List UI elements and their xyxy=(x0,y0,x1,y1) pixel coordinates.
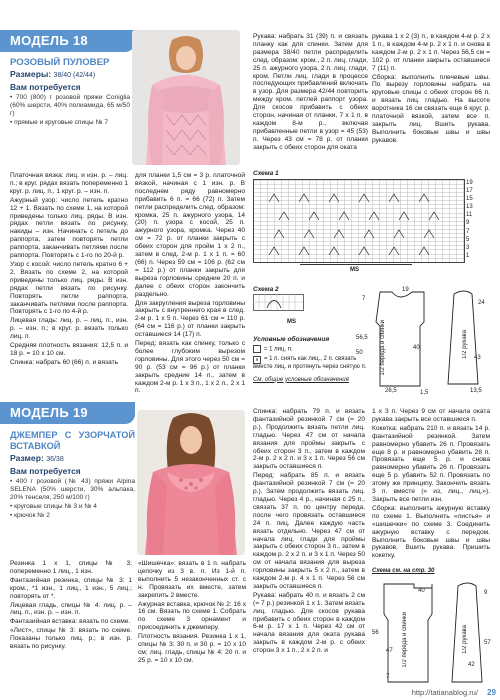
ms-bracket xyxy=(300,264,412,265)
pattern-label-front: 1/2 переда и спинки xyxy=(380,320,386,376)
dim-57: 57 xyxy=(484,640,491,646)
pattern-label-sleeve: 1/2 рукава xyxy=(462,330,468,359)
size-value: 36/38 xyxy=(46,456,64,463)
model-18-col4 xyxy=(372,33,490,168)
assembly-text: Сборка: выполнить ажурную вставку по схеме 1. Выполнить «листья» и «шишечки» по схеме 3. Соединить ажурную вставку с передом. Выполнить боковые швы и швы рукавов. Вшить рукава. Пришить кокетку. xyxy=(372,504,490,560)
site-watermark: http://tatianablog.ru/ xyxy=(411,688,478,697)
sleeves-text: Рукава: набрать 31 (39) п. и связать планку как для спинки. Затем для размера 38/40 петли распределить след. образом: кром., 2 п. лиц. глади, 25 п. ажурного узора, 2 п. лиц. глади, кром. Петли лиц. глади в процессе последующих прибавлений включать в узор. Для размера 42/44 повторить между кром. петлей раппорт узора. Для скосов прибавить с обеих сторон, начиная от планки, 7 х 1 п. в каждом 8-м р., включая прибавленные петли в узор = 45 (53) п. Через 43 см = 78 р. от планки закрыть с обеих сторон для оката xyxy=(253,33,368,151)
m19-pattern-label-sleeve: 1/2 рукава xyxy=(462,625,468,654)
model-19-photo xyxy=(137,410,245,555)
dim-7: 7 xyxy=(386,674,390,680)
dim-9: 9 xyxy=(484,590,488,596)
dim-56-5: 56,5 xyxy=(356,335,368,341)
model-18-col3 xyxy=(253,33,368,168)
decrease-stitch-icon: ∧ xyxy=(253,356,261,364)
leaf-pattern: «Лист», спицы № 3: вязать по схеме. Показаны только лиц. р.; в изн. р. вязать по рисунку. xyxy=(10,627,132,651)
dim-19: 19 xyxy=(402,287,409,293)
model-19-col3 xyxy=(253,408,365,695)
model-19-needs-list xyxy=(10,478,135,520)
legend-note: См. общие условные обозначения xyxy=(253,376,349,383)
model-19-col2 xyxy=(138,560,246,695)
yoke-text: Кокетка: набрать 210 п. и вязать 14 р. фантазийной резинкой. Затем равномерно убавить 26 п. Провязать еще 8 р. и равномерно убавить 28 п. Провязать еще 5 р. и снова равномерно убавить 26 п. Провязать еще 5 р. убавить 52 п. Провязать по этому же принципу. Закончить вязать 3 п. вместе (« из, лиц., лиц.»). Закрыть все петли изн. xyxy=(372,424,490,503)
model-18-header: МОДЕЛЬ 18 xyxy=(0,30,135,52)
schema-2-grid xyxy=(253,294,313,318)
fancy-ribbing: Фантазийная резинка, спицы № 3: 1 кром., *1 изн., 1 лиц., 1 изн., 5 лиц.; повторять от *. xyxy=(10,576,132,600)
schema-2-label: Схема 2 xyxy=(253,286,279,293)
legend-list xyxy=(253,345,368,384)
gauge: Плотность вязания. Резинка 1 х 1, спицы № 3: 30 п. и 30 р. = 10 х 10 см; лиц. гладь, спицы № 4: 20 п. и 25 р. = 10 х 10 см. xyxy=(138,633,246,664)
dim-40: 40 xyxy=(413,345,420,351)
model-19-title: ДЖЕМПЕР С УЗОРЧАТОЙ ВСТАВКОЙ xyxy=(10,430,135,451)
lace-insert: Ажурная вставка, крючок № 2: 16 х 16 см. Вязать по схеме 1. Собрать по схеме 3 орнамент и присоединить к джемперу. xyxy=(138,600,246,632)
schema-1-label: Схема 1 xyxy=(253,170,279,177)
size-label: Размеры: xyxy=(10,69,52,79)
legend-title: Условные обозначения xyxy=(253,336,330,343)
need-item: • 400 г розовой (№ 43) пряжи Alpina SELENA (50% шерсти, 30% альпака, 20% тенселя, 250 м/100 г) xyxy=(10,477,135,501)
model-18-title: РОЗОВЫЙ ПУЛОВЕР xyxy=(10,57,110,68)
dim-1-5: 1,5 xyxy=(420,390,429,396)
m19-pattern-label-front: 1/2 переда и спинки xyxy=(402,612,408,668)
model-18-size xyxy=(10,71,130,80)
pink-sweater-photo xyxy=(132,30,240,165)
need-item: • 700 (800) г розовой пряжи Coniglia (60% шерсти, 40% полиамида, 65 м/50 г) xyxy=(10,93,130,117)
model-19-col4 xyxy=(372,408,490,568)
cable-pattern: Узор с косой: число петель кратно 6 + 2. Вязать по схеме 2, на которой приведены только лиц. ряды. В изн. рядах петли вязать по рисунку. Повторять петли раппорта, заканчивать петлями после раппорта. Повторять с 1-го по 4-й р. xyxy=(10,260,128,316)
back-continued: для планки 1,5 см = 3 р. платочной вязкой, начиная с 1 изн. р. В последнем ряду равномерно прибавить 6 п. = 66 (72) п. Затем петли распределить след. образом: кромка, 25 п. ажурного узора, 14 (20) п. узора с косой, 25 п. ажурного узора, кромка. Через 40 см = 72 р. от планки закрыть с обеих сторон для пройм 1 х 2 п., затем в след. 2-м р. 1 х 1 п. = 60 (66) п. Через 59 см = 106 р. (62 см = 112 р.) от планки закрыть для выреза горловины средние 20 п. и далее с обеих сторон закончить раздельно. xyxy=(135,172,245,298)
ribbing: Резинка 1 х 1, спицы № 3: попеременно 1 лиц., 1 изн. xyxy=(10,560,132,575)
ms-label: MS xyxy=(350,267,359,273)
knit-stitch-icon xyxy=(253,345,261,353)
front-text: Перед: набрать 85 п. и вязать фантазийной резинкой 7 см (= 20 р.). Затем продолжить вязать лиц. гладью. Через 4 р., начиная с 25 п., связать 37 п. по центру переда, после чего провязать оставшиеся 24 п. лиц. Далее каждую часть вязать отдельно. Через 47 см от начала лиц. глади для проймы закрыть с обеих сторон 3 п., затем в каждом р. 2 х 2 п. и 3 х 1 п. Через 50 см от начала вязания для выреза горловины закрыть 5 х 2 п., затем в каждом 2-м р. 4 х 1 п. Через 56 см закрыть оставшиеся п. xyxy=(253,472,365,590)
gauge: Средняя плотность вязания: 12,5 п. и 18 р. = 10 х 10 см. xyxy=(10,342,128,357)
model-18-needs-list xyxy=(10,94,130,127)
dim-50: 50 xyxy=(356,350,363,356)
model-18-needs-title: Вам потребуется xyxy=(10,81,81,92)
dim-24: 24 xyxy=(478,300,485,306)
sleeves-text: Рукава: набрать 40 п. и вязать 2 см (= 7 р.) резинкой 1 х 1. Затем вязать лиц. гладью. Для скосов рукава прибавить с обеих сторон в каждом 6-м р. 17 х 1 п. Через 42 см от начала вязания для оката рукава закрыть в каждом 2-м р. с обеих сторон 3 х 1 п., 2 х 2 п. и xyxy=(253,591,365,655)
dim-26-5: 26,5 xyxy=(385,388,397,394)
back-start: Спинка: набрать 60 (66) п. и вязать xyxy=(10,358,119,366)
dim-43: 43 xyxy=(474,355,481,361)
stockinette: Лицевая гладь: лиц. р. – лиц. п., изн. р. – изн. п.; в круг. р. вязать только лиц. п. xyxy=(10,317,128,341)
model-19-header: МОДЕЛЬ 19 xyxy=(0,402,135,424)
model-19-pattern-drawing xyxy=(372,578,494,686)
assembly-text: Сборка: выполнить плечевые швы. По вырезу горловины набрать на круговые спицы с обеих сторон 66 п. и вязать лиц. гладью. На высоте воротника 16 см связать еще 6 круг. р. платочной вязкой, затем все п. закрыть лиц. Вшить рукава. Выполнить боковые швы и швы рукавов. xyxy=(372,73,490,144)
sleeve-cap: 1 х 3 п. Через 9 см от начала оката рукава закрыть все оставшиеся п. xyxy=(372,408,490,423)
legend-item: = 1 лиц. п. xyxy=(253,345,368,354)
back-text: Спинка: набрать 79 п. и вязать фантазийной резинкой 7 см (= 20 р.). Продолжить вязать петли лиц. гладью. Через 47 см от начала вязания для проймы закрыть с обеих сторон 3 п., затем в каждом 2-м р. 2 х 2 п. и 3 х 1 п. Через 56 см закрыть оставшиеся п. xyxy=(253,408,365,471)
need-item: • круговые спицы № 3 и № 4 xyxy=(10,502,97,510)
model-19-intro xyxy=(10,430,135,555)
dim-42: 42 xyxy=(468,662,475,668)
legend-item: ∧ = 1 п. снять как лиц., 2 п. связать вместе лиц. и протянуть через снятую п. xyxy=(253,355,367,370)
dim-47: 47 xyxy=(386,648,393,654)
neck-shaping: Для закругления выреза горловины закрыть с внутреннего края в след. 2-м р. 1 х 5 п. Через 61 см = 110 р. (64 см = 116 р.) от планки закрыть оставшиеся 14 (17) п. xyxy=(135,299,245,339)
front-text: Перед: вязать как спинку, только с более глубоким вырезом горловины. Для этого через 50 см = 90 р. (53 см = 96 р.) от планки закрыть средние 14 п., затем в каждом 2-м р. 1 х 3 п., 1 х 2 п., 2 х 1 п. xyxy=(135,340,245,395)
model-18-photo xyxy=(132,30,240,165)
need-item: • прямые и круговые спицы № 7 xyxy=(10,118,109,126)
model-19-needs-title: Вам потребуется xyxy=(10,465,81,476)
schema-1-row-numbers: 19 17 15 13 11 9 7 5 3 1 xyxy=(466,180,473,259)
sleeve-cap: рукава 1 х 2 (3) п., в каждом 4-м р. 2 х 1 п., в каждом 4-м р. 2 х 1 п. и снова в каждом 2-м р. 2 х 1 п. Через 56,5 см = 102 р. от планки закрыть оставшиеся 7 (11) п. xyxy=(372,33,490,72)
dim-40: 40 xyxy=(418,588,425,594)
size-value: 38/40 (42/44) xyxy=(53,72,96,79)
pattern-note: Схема см. на стр. 30 xyxy=(372,568,435,574)
knit-technique: Платочная вязка: лиц. и изн. р. – лиц. п.; в круг. рядах вязать попеременно 1 круг. р. лиц. п., 1 круг. р. – изн. п. xyxy=(10,172,128,195)
bobble: «Шишечка»: вязать в 1 п. набрать цепочку из 3 в. п. Из 1-й п. выполнить 5 незаконченных ст. с н. Провязать их вместе, затем закрепить 2 вместе. xyxy=(138,560,246,599)
lace-pattern: Ажурный узор: число петель кратно 12 + 1. Вязать по схеме 1, на которой приведены только лиц. ряды. В изн. рядах петли вязать по рисунку, накиды – изн. Начинать с петель до раппорта, затем повторять петли раппорта, заканчивать петлями после раппорта. Повторять с 1-го по 20-й р. xyxy=(10,196,128,260)
schema-1-grid xyxy=(253,179,465,263)
fancy-insert: Фантазийная вставка: вязать по схеме. xyxy=(10,618,131,626)
dim-7: 7 xyxy=(362,296,366,302)
model-18-intro xyxy=(10,57,130,172)
model-19-size xyxy=(10,455,135,464)
pink-jumper-photo xyxy=(137,410,245,555)
model-19-col1 xyxy=(10,560,132,695)
dim-13-5: 13,5 xyxy=(470,388,482,394)
page-number: 29 xyxy=(487,688,496,697)
dim-56: 56 xyxy=(372,630,379,636)
size-label: Размер: xyxy=(10,453,44,463)
model-18-col1 xyxy=(10,172,128,397)
ms-label-2: MS xyxy=(287,319,296,325)
stockinette: Лицевая гладь, спицы № 4: лиц. р. – лиц. п., изн. р. – изн. п. xyxy=(10,601,132,617)
need-item: • крючок № 2 xyxy=(10,511,50,519)
schema-1-symbols xyxy=(254,180,464,262)
model-18-col2 xyxy=(135,172,245,397)
